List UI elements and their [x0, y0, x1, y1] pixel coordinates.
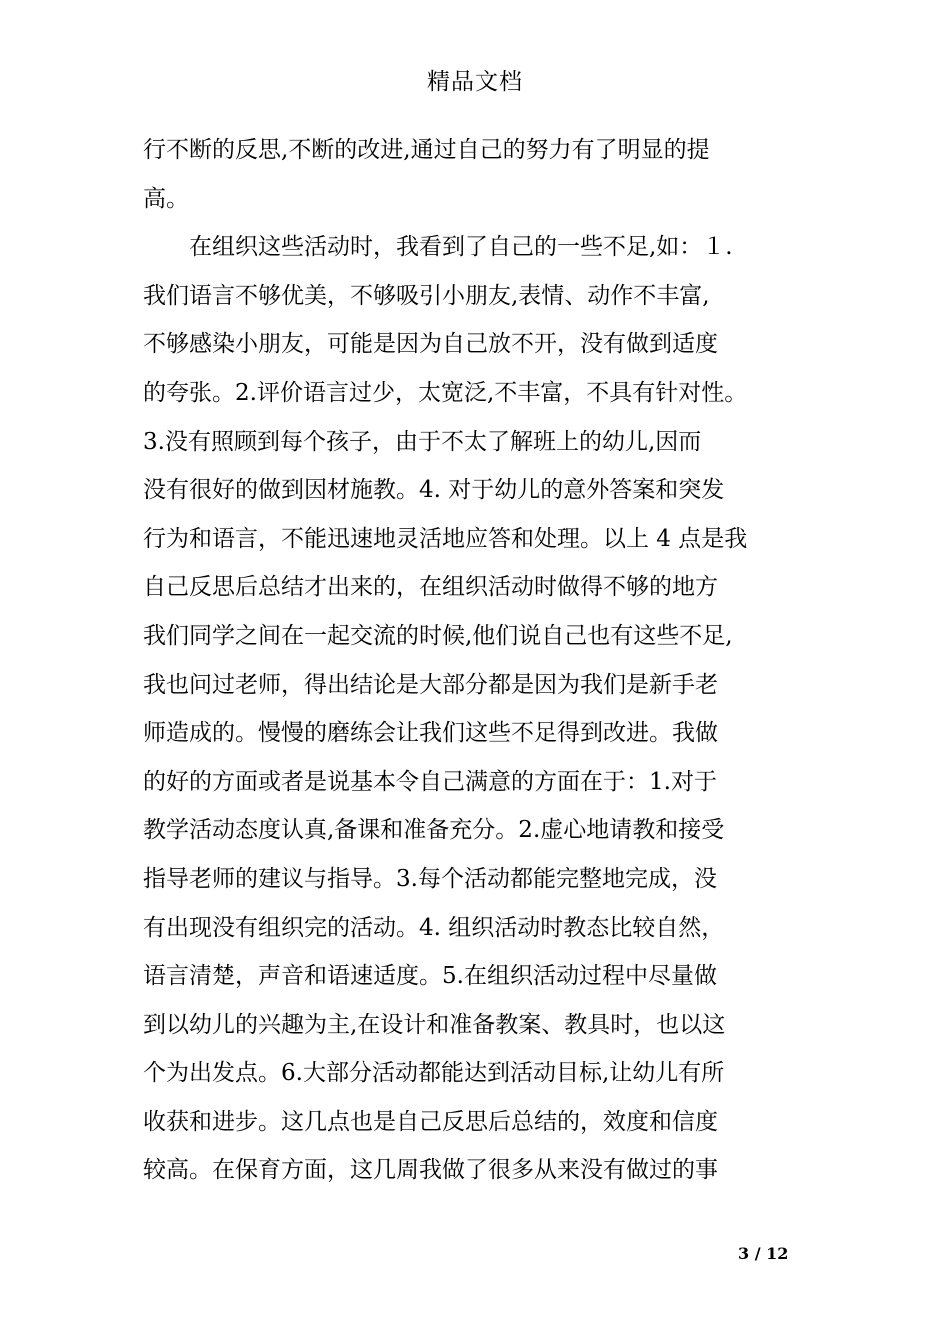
text-line: 我们语言不够优美，不够吸引小朋友,表情、动作不丰富, [143, 282, 710, 309]
page-header-title: 精品文档 [427, 69, 523, 95]
text-line: 行不断的反思,不断的改进,通过自己的努力有了明显的提 [143, 137, 710, 163]
text-line: 在组织这些活动时，我看到了自己的一些不足,如：１. [143, 234, 733, 261]
text-line: 的夸张。2.评价语言过少，太宽泛,不丰富，不具有针对性。 [143, 379, 748, 406]
text-line: 行为和语言，不能迅速地灵活地应答和处理。以上 4 点是我 [143, 525, 748, 552]
text-line: 高。 [143, 185, 189, 212]
text-line: 不够感染小朋友，可能是因为自己放不开，没有做到适度 [143, 331, 718, 358]
text-line: 自己反思后总结才出来的，在组织活动时做得不够的地方 [143, 574, 718, 601]
text-line: 师造成的。慢慢的磨练会让我们这些不足得到改进。我做 [143, 720, 718, 747]
text-line: 语言清楚，声音和语速适度。5.在组织活动过程中尽量做 [143, 963, 717, 990]
text-line: 教学活动态度认真,备课和准备充分。2.虚心地请教和接受 [143, 817, 725, 844]
document-body [143, 126, 823, 1195]
text-line: 较高。在保育方面，这几周我做了很多从来没有做过的事 [143, 1157, 718, 1184]
text-line: 到以幼儿的兴趣为主,在设计和准备教案、教具时，也以这 [143, 1011, 726, 1038]
text-line: 没有很好的做到因材施教。4. 对于幼儿的意外答案和突发 [143, 477, 725, 504]
text-line: 3.没有照顾到每个孩子，由于不太了解班上的幼儿,因而 [143, 428, 702, 455]
text-line: 的好的方面或者是说基本令自己满意的方面在于：1.对于 [143, 768, 717, 795]
text-line: 我也问过老师，得出结论是大部分都是因为我们是新手老 [143, 671, 718, 698]
page-number: 3 / 12 [738, 1244, 789, 1263]
text-line: 指导老师的建议与指导。3.每个活动都能完整地完成，没 [143, 865, 717, 892]
text-line: 个为出发点。6.大部分活动都能达到活动目标,让幼儿有所 [143, 1060, 725, 1087]
text-line: 我们同学之间在一起交流的时候,他们说自己也有这些不足, [143, 622, 733, 649]
text-line: 收获和进步。这几点也是自己反思后总结的，效度和信度 [143, 1108, 718, 1135]
text-line: 有出现没有组织完的活动。4. 组织活动时教态比较自然， [143, 914, 725, 941]
